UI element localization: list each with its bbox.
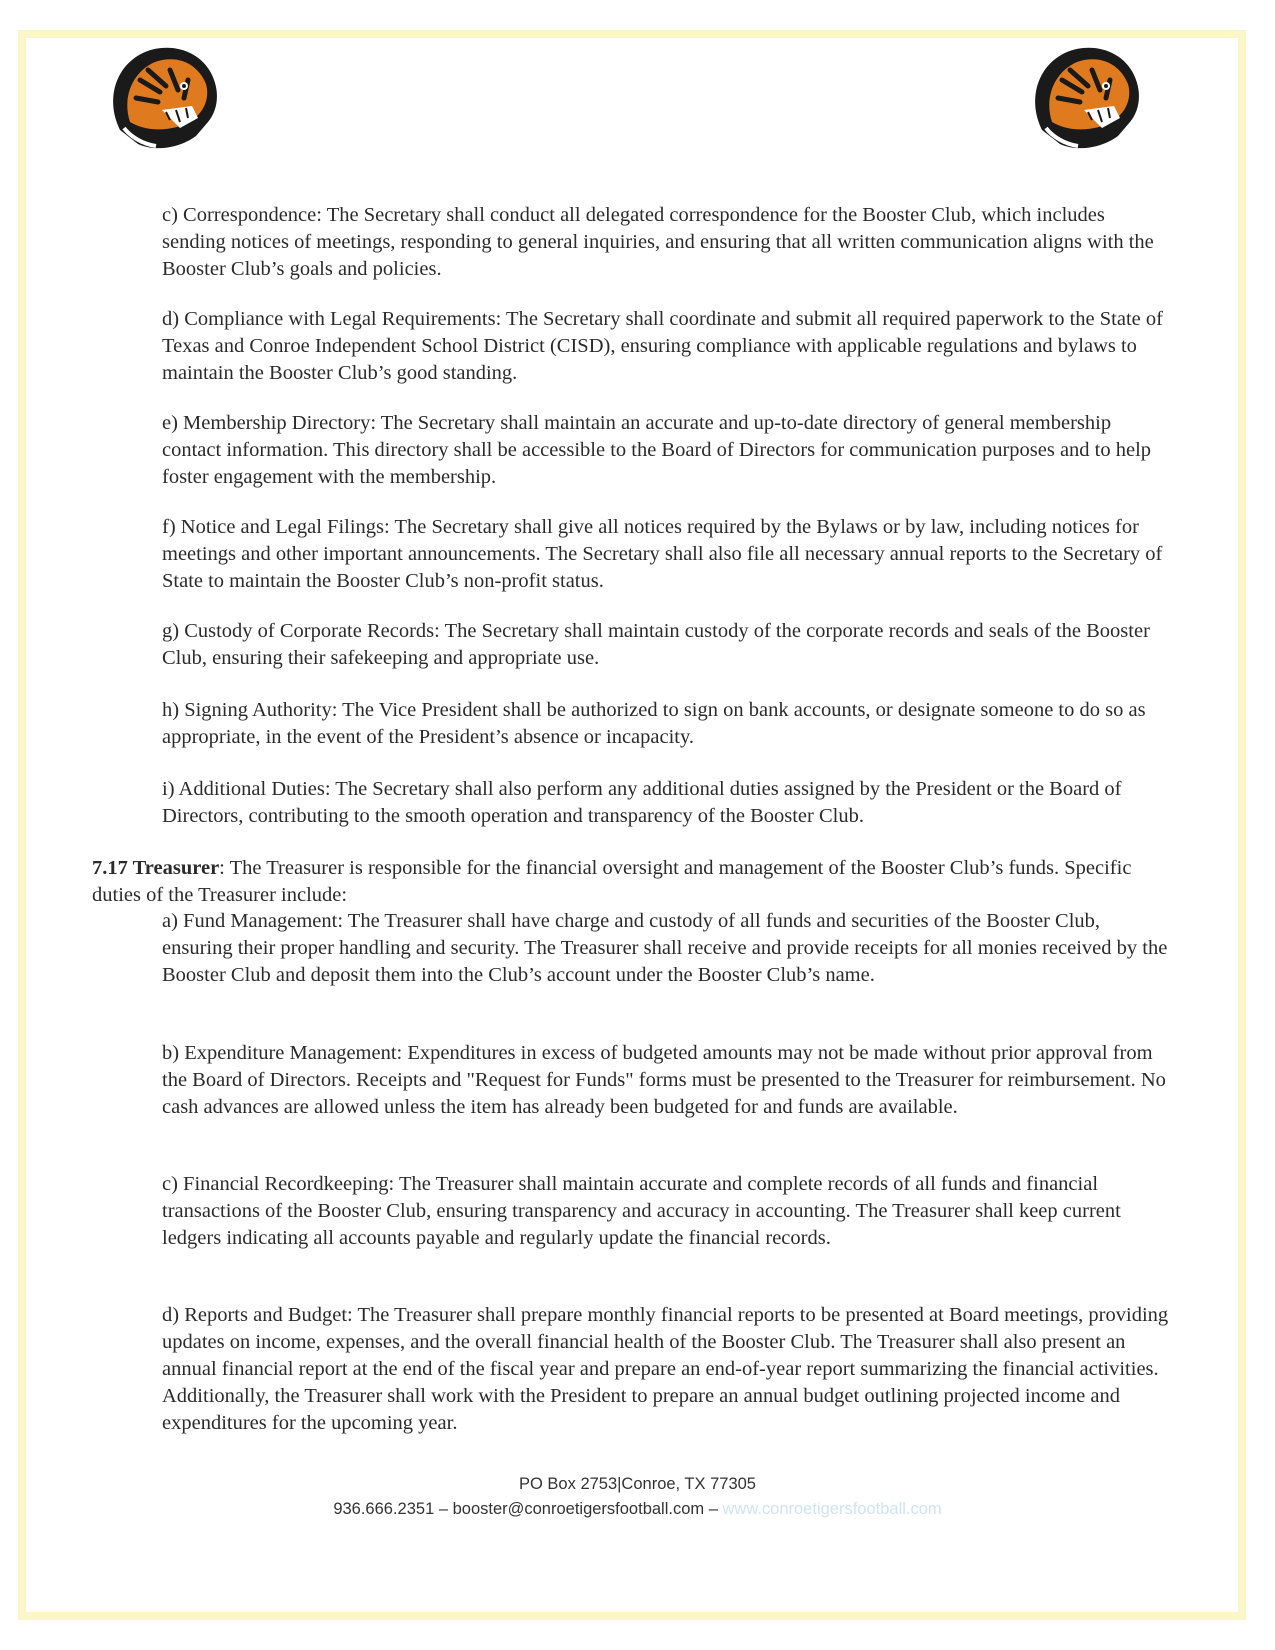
paragraph-membership-directory: e) Membership Directory: The Secretary shall maintain an accurate and up-to-date directory of general membership contact information. This directory shall be accessible to the Board of Directors for communication purposes and to help foster engagement with the membership. — [162, 412, 1152, 488]
section-intro-text: : The Treasurer is responsible for the financial oversight and management of the Booster Club’s funds. Specific duties of the Treasurer include: — [92, 857, 1132, 906]
paragraph-additional-duties: i) Additional Duties: The Secretary shall also perform any additional duties assigned by the President or the Board of Directors, contributing to the smooth operation and transparency of the Booster Club. — [162, 778, 1122, 827]
paragraph-legal-compliance: d) Compliance with Legal Requirements: The Secretary shall coordinate and submit all required paperwork to the State of Texas and Conroe Independent School District (CISD), ensuring compliance with applicable regulations and bylaws to maintain the Booster Club’s good standing. — [162, 308, 1163, 384]
paragraph-reports-budget: d) Reports and Budget: The Treasurer shall prepare monthly financial reports to be presented at Board meetings, providing updates on income, expenses, and the overall financial health of the Booster Club. The Treasurer shall also present an annual financial report at the end of the fiscal year and prepare an end-of-year report summarizing the financial activities. Additionally, the Treasurer shall work with the President to prepare an annual budget outlining projected income and expenditures for the upcoming year. — [162, 1304, 1169, 1434]
paragraph-notice-legal-filings: f) Notice and Legal Filings: The Secretary shall give all notices required by the Bylaws or by law, including notices for meetings and other important announcements. The Secretary shall also file all necessary annual reports to the Secretary of State to maintain the Booster Club’s non-profit status. — [162, 516, 1163, 592]
tiger-head-icon — [1035, 48, 1139, 148]
tiger-head-logo-left — [100, 40, 225, 155]
footer-contact-text: 936.666.2351 – booster@conroetigersfootball.com – — [333, 1500, 723, 1518]
tiger-head-icon — [113, 48, 217, 148]
paragraph-financial-recordkeeping: c) Financial Recordkeeping: The Treasurer shall maintain accurate and complete records of all funds and financial transactions of the Booster Club, ensuring transparency and accuracy in accounting. The Treasurer shall keep current ledgers indicating all accounts payable and regularly update the financial records. — [162, 1173, 1121, 1249]
footer-contact — [0, 1500, 1275, 1519]
section-treasurer-intro — [92, 855, 1172, 909]
paragraph-expenditure-management: b) Expenditure Management: Expenditures in excess of budgeted amounts may not be made without prior approval from the Board of Directors. Receipts and "Request for Funds" forms must be presented to the Treasurer for reimbursement. No cash advances are allowed unless the item has already been budgeted for and funds are available. — [162, 1042, 1166, 1118]
footer-address: PO Box 2753|Conroe, TX 77305 — [519, 1475, 756, 1493]
footer-website-link[interactable]: www.conroetigersfootball.com — [722, 1500, 942, 1518]
paragraph-signing-authority: h) Signing Authority: The Vice President shall be authorized to sign on bank accounts, or designate someone to do so as appropriate, in the event of the President’s absence or incapacity. — [162, 699, 1146, 748]
paragraph-correspondence: c) Correspondence: The Secretary shall conduct all delegated correspondence for the Booster Club, which includes sending notices of meetings, responding to general inquiries, and ensuring that all written communication aligns with the Booster Club’s goals and policies. — [162, 204, 1154, 280]
paragraph-corporate-records: g) Custody of Corporate Records: The Secretary shall maintain custody of the corporate records and seals of the Booster Club, ensuring their safekeeping and appropriate use. — [162, 620, 1150, 669]
section-heading: 7.17 Treasurer — [92, 857, 220, 879]
tiger-head-logo-right — [1022, 40, 1147, 155]
paragraph-fund-management: a) Fund Management: The Treasurer shall have charge and custody of all funds and securities of the Booster Club, ensuring their proper handling and security. The Treasurer shall receive and provide receipts for all monies received by the Booster Club and deposit them into the Club’s account under the Booster Club’s name. — [162, 910, 1168, 986]
